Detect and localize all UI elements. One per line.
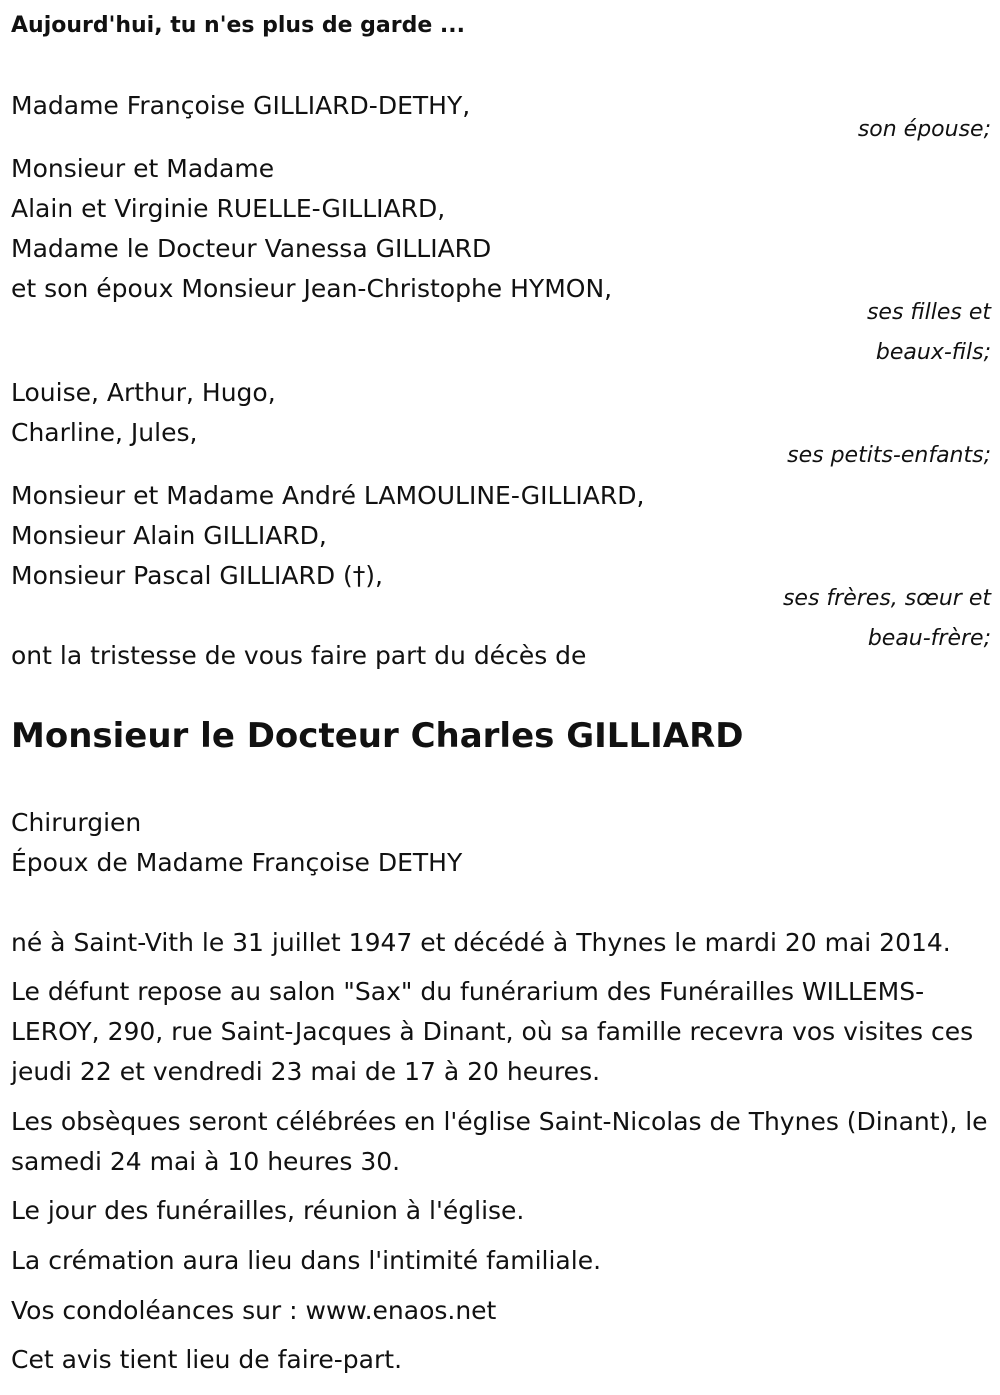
rest-location-paragraph: Le défunt repose au salon "Sax" du funérarium des Funérailles WILLEMS-LEROY, 290, rue Saint-Jacques à Dinant, où sa famille recevra vos visites ces jeudi 22 et vendredi 23 mai de 17 à 20 heures. [11, 977, 974, 1086]
daughters-role-line-1: ses filles et [866, 300, 991, 325]
birth-death-dates: né à Saint-Vith le 31 juillet 1947 et décédé à Thynes le mardi 20 mai 2014. [11, 928, 951, 957]
grandchildren-line-2: Charline, Jules, [11, 418, 198, 447]
deceased-profession: Chirurgien [11, 808, 142, 837]
deceased-name: Monsieur le Docteur Charles GILLIARD [11, 716, 744, 756]
gathering-text: Le jour des funérailles, réunion à l'église. [11, 1196, 525, 1225]
condolences-text: Vos condoléances sur : www.enaos.net [11, 1296, 497, 1325]
grandchildren-line-1: Louise, Arthur, Hugo, [11, 378, 276, 407]
grandchildren-role: ses petits-enfants; [787, 443, 991, 468]
header-quote: Aujourd'hui, tu n'es plus de garde ... [11, 13, 466, 38]
spouse-role: son épouse; [857, 117, 991, 142]
siblings-role-line-2: beau-frère; [867, 626, 991, 651]
deceased-spouse-line: Époux de Madame Françoise DETHY [11, 848, 463, 877]
notice-text: Cet avis tient lieu de faire-part. [11, 1345, 403, 1374]
daughters-line-1: Monsieur et Madame [11, 154, 275, 183]
siblings-line-3: Monsieur Pascal GILLIARD (†), [11, 561, 383, 590]
siblings-role-line-1: ses frères, sœur et [782, 586, 991, 611]
spouse-name: Madame Françoise GILLIARD-DETHY, [11, 91, 471, 120]
siblings-line-1: Monsieur et Madame André LAMOULINE-GILLIARD, [11, 481, 645, 510]
siblings-line-2: Monsieur Alain GILLIARD, [11, 521, 327, 550]
daughters-line-4: et son époux Monsieur Jean-Christophe HYMON, [11, 274, 613, 303]
daughters-line-3: Madame le Docteur Vanessa GILLIARD [11, 234, 492, 263]
daughters-role-line-2: beaux-fils; [875, 340, 991, 365]
announcement-text: ont la tristesse de vous faire part du décès de [11, 641, 587, 670]
cremation-text: La crémation aura lieu dans l'intimité familiale. [11, 1246, 602, 1275]
daughters-line-2: Alain et Virginie RUELLE-GILLIARD, [11, 194, 446, 223]
funeral-service-paragraph: Les obsèques seront célébrées en l'église Saint-Nicolas de Thynes (Dinant), le samedi 24 mai à 10 heures 30. [11, 1107, 988, 1176]
